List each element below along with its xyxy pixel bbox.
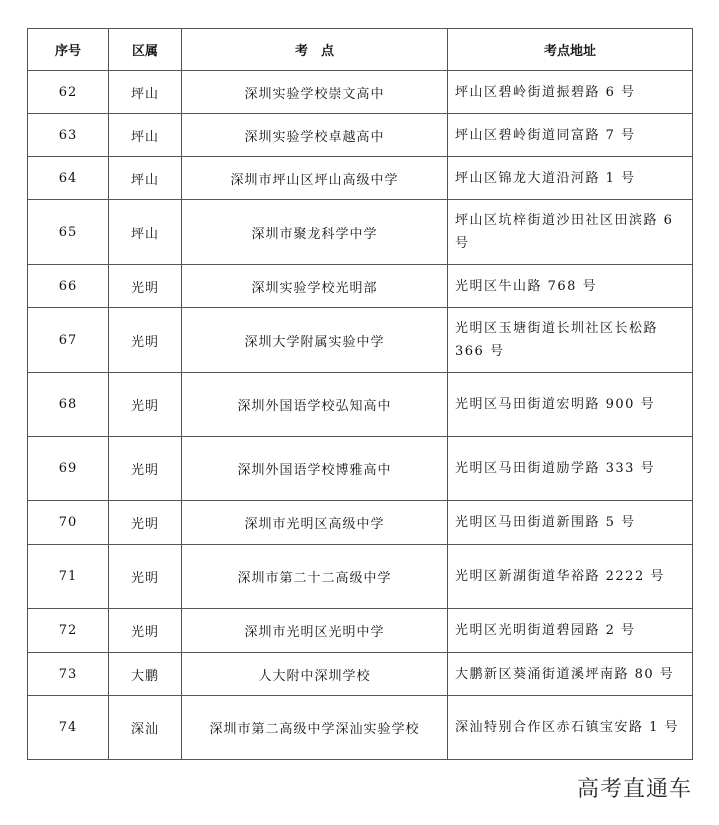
cell-district: 深汕 <box>109 696 182 760</box>
table-row <box>28 308 693 373</box>
cell-seq: 68 <box>28 373 109 437</box>
cell-seq: 66 <box>28 265 109 308</box>
cell-district: 光明 <box>109 609 182 653</box>
cell-district: 坪山 <box>109 114 182 157</box>
cell-seq: 69 <box>28 437 109 501</box>
cell-address: 光明区新湖街道华裕路 2222 号 <box>448 545 693 609</box>
header-seq: 序号 <box>28 29 109 71</box>
table-row <box>28 437 693 501</box>
cell-site: 深圳实验学校崇文高中 <box>182 71 448 114</box>
table-row <box>28 265 693 308</box>
cell-site: 深圳市光明区高级中学 <box>182 501 448 545</box>
table-row <box>28 373 693 437</box>
cell-site: 深圳市聚龙科学中学 <box>182 200 448 265</box>
cell-district: 光明 <box>109 437 182 501</box>
exam-site-table <box>27 28 693 760</box>
table-row <box>28 545 693 609</box>
table-row <box>28 501 693 545</box>
table-row <box>28 157 693 200</box>
cell-site: 深圳市第二十二高级中学 <box>182 545 448 609</box>
cell-district: 坪山 <box>109 157 182 200</box>
cell-district: 大鹏 <box>109 653 182 696</box>
cell-seq: 64 <box>28 157 109 200</box>
table-row <box>28 114 693 157</box>
cell-district: 坪山 <box>109 71 182 114</box>
cell-site: 人大附中深圳学校 <box>182 653 448 696</box>
header-address: 考点地址 <box>448 29 693 71</box>
cell-seq: 72 <box>28 609 109 653</box>
cell-site: 深圳市光明区光明中学 <box>182 609 448 653</box>
cell-district: 光明 <box>109 308 182 373</box>
cell-address: 光明区光明街道碧园路 2 号 <box>448 609 693 653</box>
cell-seq: 73 <box>28 653 109 696</box>
cell-seq: 65 <box>28 200 109 265</box>
cell-address: 坪山区碧岭街道振碧路 6 号 <box>448 71 693 114</box>
cell-address: 光明区牛山路 768 号 <box>448 265 693 308</box>
table-header-row <box>28 29 693 71</box>
cell-seq: 71 <box>28 545 109 609</box>
cell-site: 深圳实验学校卓越高中 <box>182 114 448 157</box>
cell-address: 深汕特别合作区赤石镇宝安路 1 号 <box>448 696 693 760</box>
cell-seq: 67 <box>28 308 109 373</box>
cell-address: 光明区玉塘街道长圳社区长松路 366 号 <box>448 308 693 373</box>
cell-address: 坪山区锦龙大道沿河路 1 号 <box>448 157 693 200</box>
cell-address: 坪山区碧岭街道同富路 7 号 <box>448 114 693 157</box>
cell-seq: 74 <box>28 696 109 760</box>
header-site: 考 点 <box>182 29 448 71</box>
cell-district: 坪山 <box>109 200 182 265</box>
cell-site: 深圳市第二高级中学深汕实验学校 <box>182 696 448 760</box>
watermark-text: 高考直通车 <box>576 777 692 802</box>
cell-seq: 62 <box>28 71 109 114</box>
cell-address: 大鹏新区葵涌街道溪坪南路 80 号 <box>448 653 693 696</box>
cell-district: 光明 <box>109 501 182 545</box>
table-row <box>28 696 693 760</box>
header-district: 区属 <box>109 29 182 71</box>
table-row <box>28 200 693 265</box>
cell-address: 光明区马田街道新围路 5 号 <box>448 501 693 545</box>
cell-site: 深圳市坪山区坪山高级中学 <box>182 157 448 200</box>
cell-site: 深圳外国语学校博雅高中 <box>182 437 448 501</box>
cell-address: 光明区马田街道励学路 333 号 <box>448 437 693 501</box>
cell-seq: 70 <box>28 501 109 545</box>
cell-district: 光明 <box>109 545 182 609</box>
table-row <box>28 71 693 114</box>
cell-district: 光明 <box>109 265 182 308</box>
cell-address: 坪山区坑梓街道沙田社区田滨路 6 号 <box>448 200 693 265</box>
cell-address: 光明区马田街道宏明路 900 号 <box>448 373 693 437</box>
cell-district: 光明 <box>109 373 182 437</box>
cell-site: 深圳大学附属实验中学 <box>182 308 448 373</box>
cell-site: 深圳实验学校光明部 <box>182 265 448 308</box>
cell-seq: 63 <box>28 114 109 157</box>
table-row <box>28 609 693 653</box>
cell-site: 深圳外国语学校弘知高中 <box>182 373 448 437</box>
table-row <box>28 653 693 696</box>
